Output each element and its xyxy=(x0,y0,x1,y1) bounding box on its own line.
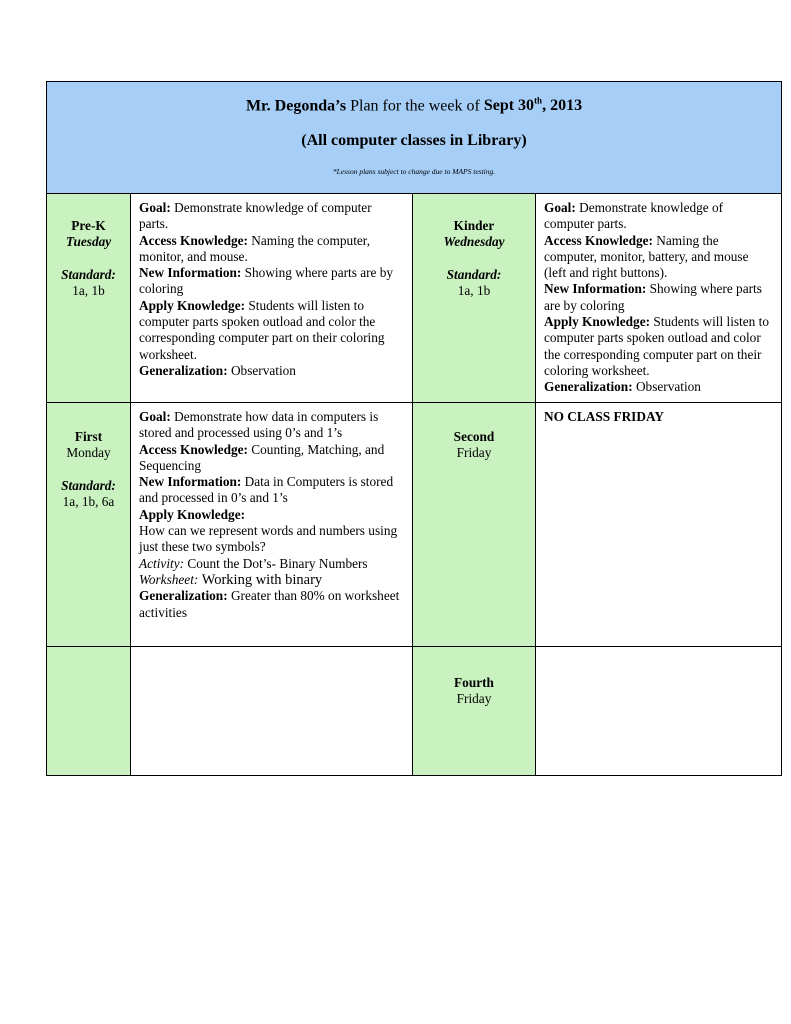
lesson-cell-fourth xyxy=(536,647,782,776)
standard-label: Standard: xyxy=(61,266,116,282)
page-title xyxy=(47,91,781,116)
standard-value: 1a, 1b xyxy=(72,282,105,298)
grade-name: Pre-K xyxy=(71,218,106,233)
plan-text: Plan for the week of xyxy=(346,97,484,115)
grade-cell-empty xyxy=(47,647,131,776)
lesson-plan-table xyxy=(46,81,782,776)
grade-name: Kinder xyxy=(453,218,495,233)
teacher-name: Mr. Degonda’s xyxy=(245,97,347,115)
plan-header xyxy=(47,82,782,194)
lesson-cell-first: Goal: Demonstrate how data in computers is stored and processed using 0’s and 1’s Access Knowledge: Counting, Matching, and Sequencing New Information: Data in Computers is stored and processed in 0’s and 1’s Apply Knowledge: How can we represent words and numbers using just these two symbols? Activity: Count the Dot’s- Binary Numbers Worksheet: Working with binary Generalization: Greater than 80% on worksheet activities xyxy=(131,403,413,647)
grade-name: Second xyxy=(453,429,495,444)
grade-name: First xyxy=(74,429,103,444)
testing-note: *Lesson plans subject to change due to MAPS testing. xyxy=(332,167,496,177)
grade-cell-kinder xyxy=(413,194,536,403)
grade-cell-first xyxy=(47,403,131,647)
class-day: Friday xyxy=(456,445,492,461)
class-day: Tuesday xyxy=(65,234,112,250)
class-day: Wednesday xyxy=(443,234,505,250)
lesson-cell-kinder: Goal: Demonstrate knowledge of computer parts. Access Knowledge: Naming the computer, monitor, battery, and mouse (left and right buttons). New Information: Showing where parts are by coloring Apply Knowledge: Students will listen to computer parts spoken outload and color the corresponding computer part on their coloring worksheet. Generalization: Observation xyxy=(536,194,782,403)
grade-cell-prek xyxy=(47,194,131,403)
lesson-cell-second xyxy=(536,403,782,647)
standard-label: Standard: xyxy=(446,266,502,282)
standard-label: Standard: xyxy=(61,477,116,493)
grade-cell-second xyxy=(413,403,536,647)
class-day: Monday xyxy=(66,445,111,461)
week-date: Sept 30th, 2013 xyxy=(483,96,583,115)
page-subtitle: (All computer classes in Library) xyxy=(301,132,527,150)
no-class-notice: NO CLASS FRIDAY xyxy=(544,409,664,424)
class-day: Friday xyxy=(456,691,492,707)
grade-cell-fourth xyxy=(413,647,536,776)
standard-value: 1a, 1b xyxy=(457,282,491,298)
lesson-cell-empty xyxy=(131,647,413,776)
grade-name: Fourth xyxy=(454,675,494,690)
standard-value: 1a, 1b, 6a xyxy=(62,493,115,509)
lesson-cell-prek: Goal: Demonstrate knowledge of computer parts. Access Knowledge: Naming the computer, monitor, and mouse. New Information: Showing where parts are by coloring Apply Knowledge: Students will listen to computer parts spoken outload and color the corresponding computer part on their coloring worksheet. Generalization: Observation xyxy=(131,194,413,403)
